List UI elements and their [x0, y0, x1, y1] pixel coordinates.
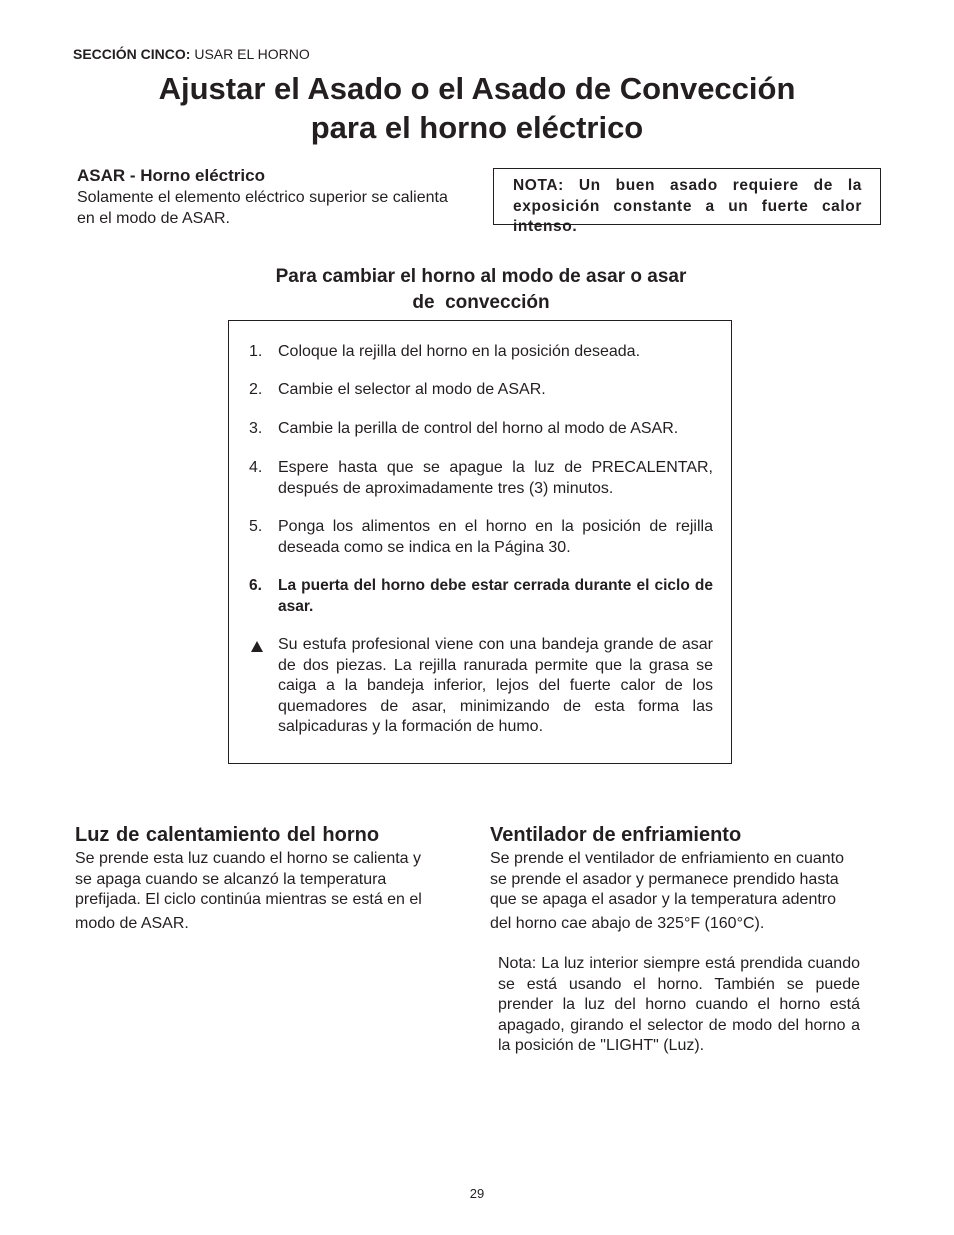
ventilador-line: Se prende el ventilador de enfriamiento en cuanto [490, 850, 845, 867]
bullet-text: Su estufa profesional viene con una bandeja grande de asar de dos piezas. La rejilla ranurada permite que la grasa se caiga a la bandeja inferior, lejos del fuerte calor de los quemadores de asar, minimizando de esta forma las salpicaduras y la formación de humo. [278, 636, 713, 735]
section-header [73, 46, 310, 63]
step-text: La puerta del horno debe estar cerrada durante el ciclo de asar. [278, 577, 713, 615]
luz-line: se apaga cuando se alcanzó la temperatura [75, 870, 387, 888]
step-item [249, 458, 713, 499]
step-item [249, 380, 713, 401]
page-title [60, 69, 894, 147]
step-number: 4. [249, 459, 263, 476]
luz-line: prefijada. El ciclo continúa mientras se está en el [75, 891, 422, 908]
step-number: 1. [249, 343, 263, 360]
ventilador-line: se prende el asador y permanece prendido hasta [490, 870, 839, 888]
light-note: Nota: La luz interior siempre está prendida cuando se está usando el horno. También se puede prender la luz del horno cuando el horno está apagado, girando el selector de modo del horno a la posición de "LIGHT" (Luz). [498, 955, 860, 1054]
section-label: SECCIÓN CINCO: [73, 46, 191, 62]
procedure-heading-line-2: de convección [412, 292, 550, 313]
ventilador-heading: Ventilador de enfriamiento [490, 824, 742, 846]
step-number: 5. [249, 518, 263, 535]
step-number: 3. [249, 420, 263, 437]
bullet-note [249, 635, 713, 738]
step-text: Ponga los alimentos en el horno en la posición de rejilla deseada como se indica en la Página 30. [278, 518, 713, 556]
triangle-bullet-icon [251, 641, 263, 652]
step-text: Coloque la rejilla del horno en la posición deseada. [278, 343, 641, 360]
procedure-heading-line-1: Para cambiar el horno al modo de asar o asar [275, 266, 687, 287]
step-item [249, 576, 713, 617]
step-number: 2. [249, 381, 263, 398]
asar-description-line-1: Solamente el elemento eléctrico superior se calienta [77, 189, 448, 206]
ventilador-line: del horno cae abajo de 325°F (160°C). [490, 914, 765, 932]
step-text: Cambie el selector al modo de ASAR. [278, 381, 546, 398]
step-text: Espere hasta que se apague la luz de PRECALENTAR, después de aproximadamente tres (3) minutos. [278, 459, 713, 497]
nota-box: NOTA: Un buen asado requiere de la exposición constante a un fuerte calor intenso. [493, 168, 881, 225]
section-name: USAR EL HORNO [190, 46, 310, 62]
page-title-line-2: para el horno eléctrico [310, 110, 644, 145]
step-number: 6. [249, 577, 262, 594]
asar-description [77, 188, 477, 229]
luz-line: Se prende esta luz cuando el horno se calienta y [75, 850, 422, 867]
luz-paragraph [75, 849, 475, 934]
page-title-line-1: Ajustar el Asado o el Asado de Convección [158, 71, 796, 106]
page-number: 29 [469, 1186, 485, 1201]
procedure-steps-box [228, 320, 732, 764]
ventilador-paragraph [490, 849, 890, 934]
ventilador-line: que se apaga el asador y la temperatura adentro [490, 891, 837, 908]
step-item [249, 419, 713, 440]
step-item [249, 517, 713, 558]
luz-heading: Luz de calentamiento del horno [75, 824, 380, 846]
procedure-heading [230, 264, 732, 316]
step-item [249, 342, 713, 363]
luz-line: modo de ASAR. [75, 914, 189, 932]
asar-description-line-2: en el modo de ASAR. [77, 209, 230, 227]
asar-heading: ASAR - Horno eléctrico [77, 166, 265, 185]
step-text: Cambie la perilla de control del horno al modo de ASAR. [278, 420, 679, 437]
